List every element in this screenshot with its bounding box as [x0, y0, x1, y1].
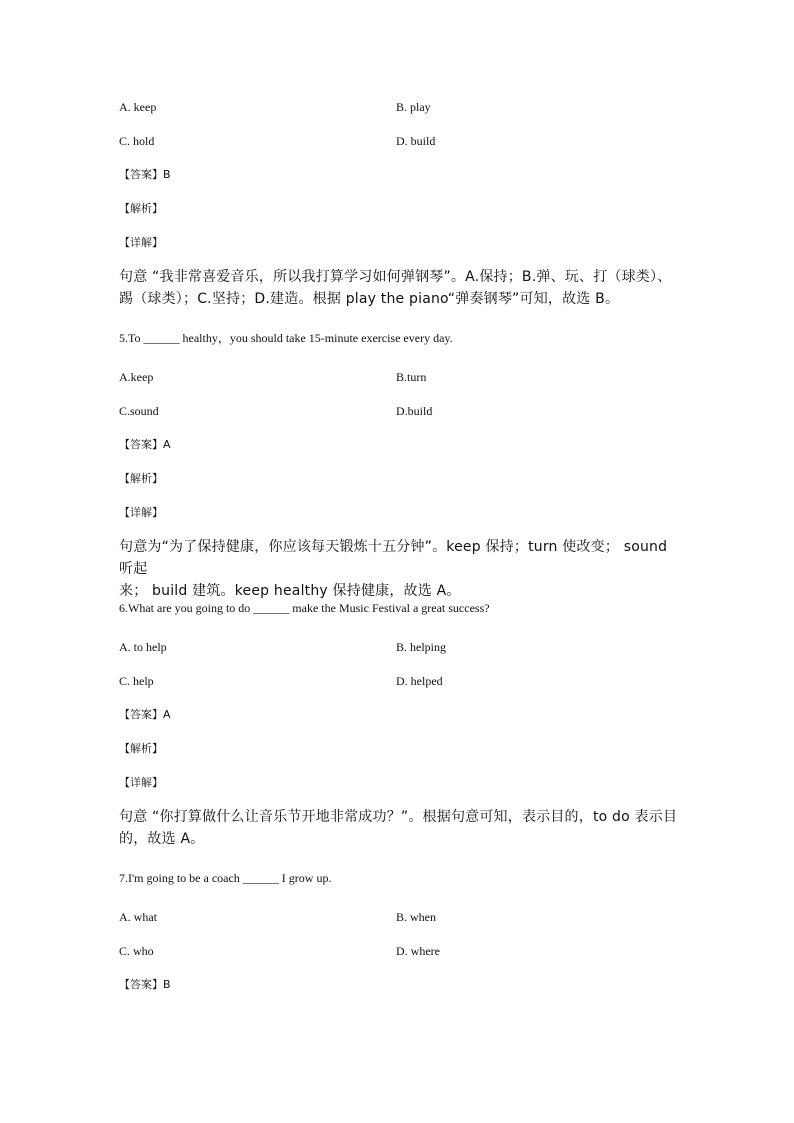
q4-explanation [119, 266, 679, 310]
q6-answer: 【答案】A [119, 708, 171, 721]
q6-option-b: B. helping [396, 640, 446, 654]
q5-option-b: B.turn [396, 370, 427, 384]
q6-detail-label: 【详解】 [119, 776, 163, 789]
q5-question: 5.To ______ healthy，you should take 15-minute exercise every day. [119, 331, 453, 345]
q5-explanation-line-2: 来； build 建筑。keep healthy 保持健康，故选 A。 [119, 583, 461, 599]
q6-explanation-line-1: 句意 “你打算做什么让音乐节开地非常成功？”。根据句意可知，表示目的，to do 表示目 [119, 809, 678, 825]
q7-answer: 【答案】B [119, 978, 171, 991]
q4-option-d: D. build [396, 134, 436, 148]
q4-explanation-line-1: 句意 “我非常喜爱音乐，所以我打算学习如何弹钢琴”。A.保持；B.弹、玩、打（球类）、 [119, 269, 672, 285]
q6-question: 6.What are you going to do ______ make the Music Festival a great success? [119, 601, 490, 615]
q5-option-c: C.sound [119, 404, 159, 418]
q5-explanation-line-1: 句意为“为了保持健康，你应该每天锻炼十五分钟”。keep 保持；turn 使改变； sound 听起 [119, 539, 668, 577]
q4-option-b: B. play [396, 100, 431, 114]
q5-answer: 【答案】A [119, 438, 171, 451]
q6-explanation-line-2: 的，故选 A。 [119, 831, 205, 847]
q4-explanation-line-2: 踢（球类）；C.坚持；D.建造。根据 play the piano“弹奏钢琴”可知，故选 B。 [119, 291, 620, 307]
q5-option-d: D.build [396, 404, 433, 418]
q4-option-a: A. keep [119, 100, 157, 114]
q4-detail-label: 【详解】 [119, 236, 163, 249]
q6-option-c: C. help [119, 674, 154, 688]
q6-explanation [119, 806, 679, 850]
q4-analysis-label: 【解析】 [119, 202, 163, 215]
q7-option-b: B. when [396, 910, 436, 924]
q6-option-a: A. to help [119, 640, 167, 654]
q7-option-c: C. who [119, 944, 154, 958]
q6-analysis-label: 【解析】 [119, 742, 163, 755]
q7-question: 7.I'm going to be a coach ______ I grow up. [119, 871, 332, 885]
q7-option-d: D. where [396, 944, 440, 958]
q4-answer: 【答案】B [119, 168, 171, 181]
q4-option-c: C. hold [119, 134, 155, 148]
q5-analysis-label: 【解析】 [119, 472, 163, 485]
q5-detail-label: 【详解】 [119, 506, 163, 519]
q5-option-a: A.keep [119, 370, 154, 384]
q7-option-a: A. what [119, 910, 157, 924]
q5-explanation [119, 536, 679, 602]
q6-option-d: D. helped [396, 674, 443, 688]
